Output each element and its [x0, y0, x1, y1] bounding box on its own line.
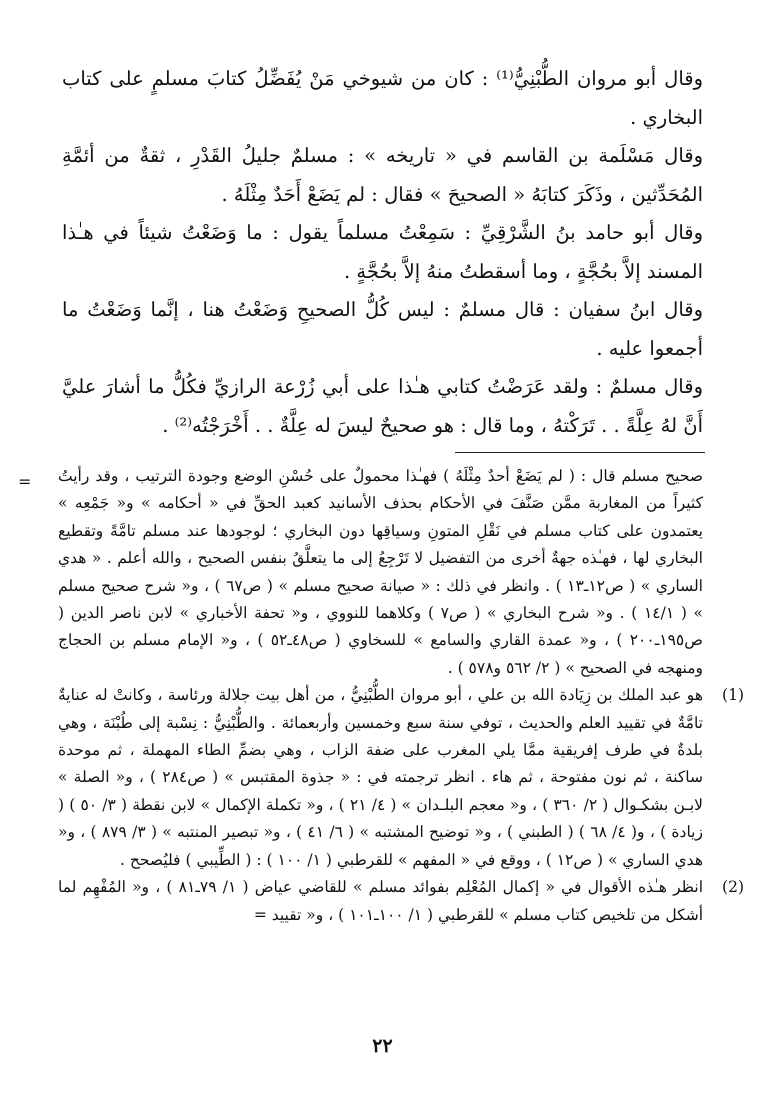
footnote-1	[58, 682, 744, 874]
main-text	[62, 60, 703, 445]
paragraph: وقال مسلمٌ : ولقد عَرَضْتُ كتابي هـٰذا على أبي زُرْعة الرازيِّ فكُلُّ ما أشارَ عليَّ أَنَّ لهُ عِلَّةً . . تَرَكْتهُ ، وما قال : هو صحيحٌ ليسَ له عِلَّةٌ . . أَخْرَجْتُه⁽²⁾ .	[62, 375, 703, 437]
footnote-continuation: صحيح مسلم قال : ( لم يَضَعْ أحدٌ مِثْلَهُ ) فهـٰذا محمولٌ على حُسْنِ الوضع وجودة الترتيب ، وقد رأيتُ كثيراً من المغاربة ممَّن صَنَّفَ في الأحكام بحذف الأسانيد كعبد الحقِّ في « أحكامه » و« جَمْعِه » يعتمدون على كتاب مسلم في نَقْلِ المتونِ وسياقِها دون البخاري ؛ لوجودها عند مسلم تامَّةً وتقطيع البخاري لها ، فهـٰذه جهةٌ أخرى من التفضيل لا تَرْجِعُ إلى ما يتعلَّقُ بنفس الصحيح ، والله أعلم . « هدي الساري » ( ص١٢ـ١٣ ) . وانظر في ذلك : « صيانة صحيح مسلم » ( ص٦٧ ) ، و« شرح صحيح مسلم » ( ١٤/١ ) . و« شرح البخاري » ( ص٧ ) وكلاهما للنووي ، و« تحفة الأخباري » لابن ناصر الدين ( ص١٩٥ـ٢٠٠ ) ، و« عمدة القاري والسامع » للسخاوي ( ص٤٨ـ٥٢ ) ، و« الإمام مسلم بن الحجاج ومنهجه في الصحيح » ( ٢/ ٥٦٢ و٥٧٨ ) .	[58, 467, 703, 677]
paragraph: وقال ابنُ سفيان : قال مسلمٌ : ليس كُلُّ الصحيحِ وَضَعْتُ هنا ، إنَّما وَضَعْتُ ما أجمعوا عليه .	[62, 298, 703, 360]
footnote-number: (2)	[722, 878, 744, 897]
continuation-mark: =	[18, 472, 32, 491]
footnote-2	[58, 874, 744, 929]
page-number: ٢٢	[372, 1035, 393, 1057]
footnote-number: (1)	[722, 686, 744, 705]
footnote-separator	[455, 452, 705, 453]
footnote-text: انظر هـٰذه الأقوال في « إكمال المُعْلِم بفوائد مسلم » للقاضي عياض ( ١/ ٧٩ـ٨١ ) ، و« المُفْهِم لما أشكل من تلخيص كتاب مسلم » للقرطبي ( ١/ ١٠٠ـ١٠١ ) ، و« تقييد =	[58, 878, 704, 924]
paragraph: وقال أبو مروان الطُّبْنِيُّ⁽¹⁾ : كان من شيوخي مَنْ يُفَضِّلُ كتابَ مسلمٍ على كتاب البخاري .	[62, 67, 703, 129]
paragraph: وقال أبو حامد بنُ الشَّرْقِيِّ : سَمِعْتُ مسلماً يقول : ما وَضَعْتُ شيئاً في هـٰذا المسند إلاَّ بحُجَّةٍ ، وما أسقطتُ منهُ إلاَّ بحُجَّةٍ .	[62, 221, 703, 283]
footnote-text: هو عبد الملك بن زِيَادة الله بن علي ، أبو مروان الطُّبْنِيُّ ، من أهل بيت جلالة ورئاسة ، وكانتْ له عنايةٌ تامَّةٌ في تقييد العلم والحديث ، توفي سنة سبع وخمسين وأربعمائة . والطُّبْنِيُّ : نِسْبة إلى طُبْنَة ، وهي بلدةٌ في طرف إفريقية ممَّا يلي المغرب على ضفة الزاب ، وهي بضمِّ الطاء المهملة ، ثم موحدة ساكنة ، ثم نون مفتوحة ، ثم هاء . انظر ترجمته في : « جذوة المقتبس » ( ص٢٨٤ ) ، و« الصلة » لابـن بشكـوال ( ٢/ ٣٦٠ ) ، و« معجم البلـدان » ( ٤/ ٢١ ) ، و« تكملة الإكمال » لابن نقطة ( ٣/ ٥٠ ) ( زيادة ) ، و( ٤/ ٦٨ ) ( الطبني ) ، و« توضيح المشتبه » ( ٦/ ٤١ ) ، و« تبصير المنتبه » ( ٣/ ٨٧٩ ) ، و« هدي الساري » ( ص١٢ ) ، ووقع في « المفهم » للقرطبي ( ١/ ١٠٠ ) : ( الطِّيبي ) فليُصحح .	[58, 686, 703, 869]
footnotes	[58, 463, 744, 929]
paragraph: وقال مَسْلَمة بن القاسم في « تاريخه » : مسلمٌ جليلُ القَدْرِ ، ثقةٌ من أئمَّةِ المُحَدِّثين ، وذَكَرَ كتابَهُ « الصحيحَ » فقال : لم يَضَعْ أَحَدٌ مِثْلَهُ .	[62, 144, 703, 206]
